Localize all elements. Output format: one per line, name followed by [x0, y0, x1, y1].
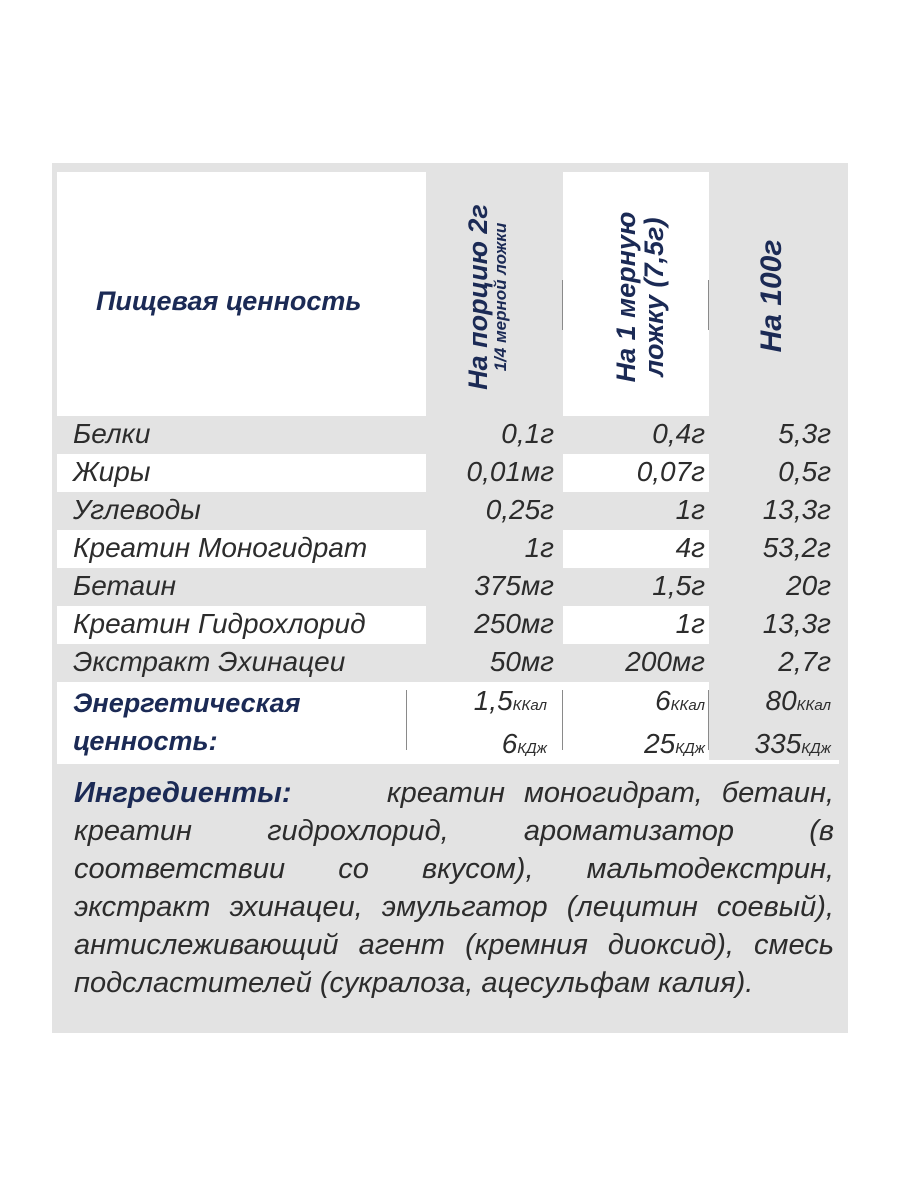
energy-col3-kj-value: 335 [754, 728, 802, 759]
table-row [57, 492, 839, 530]
table-title: Пищевая ценность [96, 286, 362, 316]
row-name: Креатин Моногидрат [73, 532, 368, 563]
row-value-scoop: 1г [675, 494, 705, 525]
row-value-100g: 2,7г [778, 646, 831, 677]
header-col1-line2: 1/4 мерной ложки [491, 222, 511, 372]
ingredients-label: Ингредиенты: [74, 777, 292, 809]
energy-col1 [474, 682, 547, 768]
row-name: Белки [73, 418, 151, 449]
energy-col3-kcal-value: 80 [765, 685, 797, 716]
energy-col1-kj-unit: КДж [517, 740, 547, 757]
energy-col3-kj-unit: КДж [801, 740, 831, 757]
row-name: Бетаин [73, 570, 177, 601]
header-col2-line1: На 1 мерную [611, 211, 641, 383]
row-value-100g: 53,2г [762, 532, 831, 563]
energy-col3-kcal-unit: ККал [796, 697, 831, 714]
energy-separator [406, 690, 407, 750]
energy-separator [708, 690, 709, 750]
header-col1-line1: На порцию 2г [463, 204, 493, 390]
row-value-100g: 5,3г [778, 418, 831, 449]
row-name: Экстракт Эхинацеи [73, 646, 346, 677]
energy-row [57, 682, 839, 760]
header-col1 [464, 184, 522, 410]
row-value-scoop: 4г [675, 532, 705, 563]
row-value-portion: 1г [524, 532, 554, 563]
energy-col2-kj-unit: КДж [675, 740, 705, 757]
energy-col2 [644, 682, 705, 768]
energy-col3 [755, 682, 831, 768]
row-value-portion: 0,1г [501, 418, 554, 449]
header-separator [562, 280, 563, 330]
row-value-portion: 50мг [489, 646, 554, 677]
table-row [57, 416, 839, 454]
header-separator [708, 280, 709, 330]
row-value-portion: 0,01мг [466, 456, 554, 487]
row-value-scoop: 1,5г [652, 570, 705, 601]
energy-col1-kcal-unit: ККал [512, 697, 547, 714]
row-name: Жиры [73, 456, 151, 487]
energy-col1-kcal-value: 1,5 [473, 685, 513, 716]
ingredients-text: креатин моногидрат, бетаин, креатин гидрохлорид, ароматизатор (в соответствии со вкусом), мальтодекстрин, экстракт эхинацеи, эмульгатор (лецитин соевый), антислеживающий агент (кремния диоксид), смесь подсластителей (сукралоза, ацесульфам калия). [74, 777, 834, 999]
table-row [57, 606, 839, 644]
energy-col2-kcal-unit: ККал [670, 697, 705, 714]
row-value-100g: 13,3г [762, 608, 831, 639]
header-col2-line2: ложку (7,5г) [639, 217, 670, 377]
row-value-portion: 375мг [474, 570, 554, 601]
table-row [57, 644, 839, 682]
energy-col1-kj-value: 6 [501, 728, 518, 759]
row-value-portion: 250мг [474, 608, 554, 639]
energy-col2-kj-value: 25 [644, 728, 676, 759]
row-name: Углеводы [73, 494, 201, 525]
table-row [57, 454, 839, 492]
row-value-scoop: 0,4г [652, 418, 705, 449]
ingredients-block [74, 774, 834, 1002]
row-value-scoop: 1г [675, 608, 705, 639]
table-row [57, 530, 839, 568]
row-name: Креатин Гидрохлорид [73, 608, 366, 639]
header-col3-label: На 100г [755, 239, 788, 353]
row-value-portion: 0,25г [485, 494, 554, 525]
row-value-100g: 0,5г [778, 456, 831, 487]
row-value-100g: 20г [786, 570, 831, 601]
row-value-100g: 13,3г [762, 494, 831, 525]
row-value-scoop: 0,07г [636, 456, 705, 487]
energy-col2-kcal-value: 6 [655, 685, 671, 716]
energy-label-line1: Энергетическая [73, 688, 301, 718]
header-col3 [756, 196, 792, 396]
energy-separator [562, 690, 563, 750]
row-value-scoop: 200мг [625, 646, 705, 677]
energy-label-line2: ценность: [73, 726, 218, 756]
header-col2 [612, 184, 674, 410]
table-row [57, 568, 839, 606]
energy-label [73, 684, 301, 760]
